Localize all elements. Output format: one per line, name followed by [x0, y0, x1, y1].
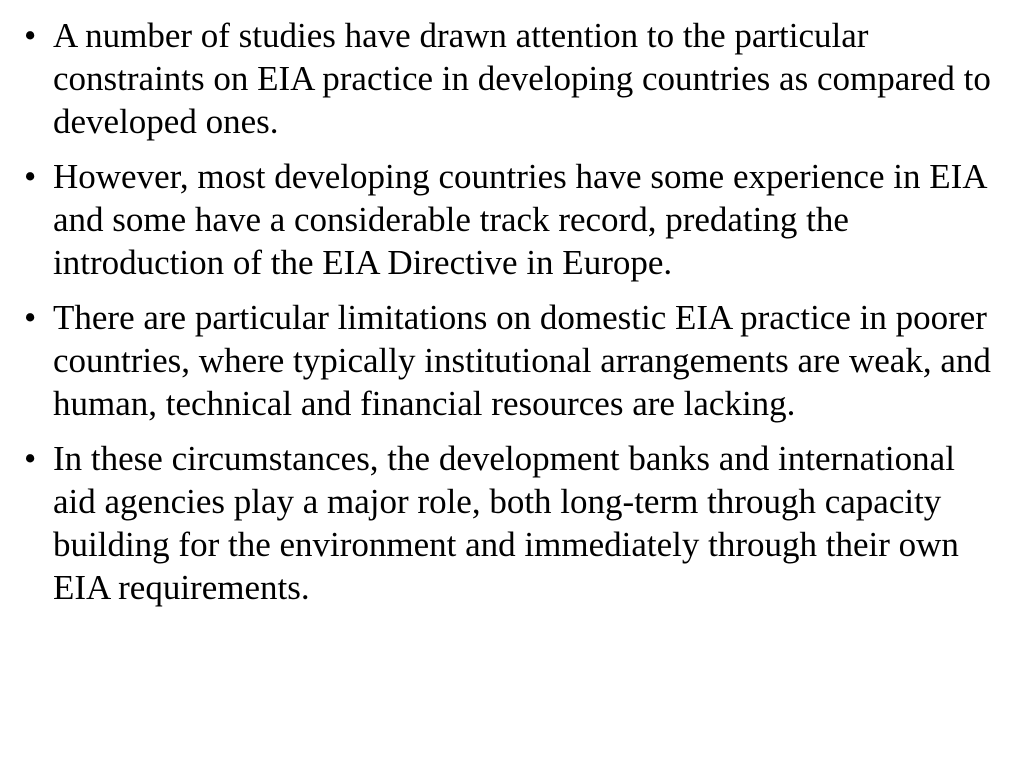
bullet-item-3: [24, 296, 1000, 425]
bullet-item-2: [24, 155, 1000, 284]
bullet-marker: •: [24, 157, 37, 196]
bullet-text: A number of studies have drawn attention to the particular constraints on EIA practice in developing countries as compared to developed ones.: [53, 16, 991, 141]
bullet-text: There are particular limitations on domestic EIA practice in poorer countries, where typically institutional arrangements are weak, and human, technical and financial resources are lacking.: [53, 298, 991, 423]
bullet-item-1: [24, 14, 1000, 143]
bullet-list: [24, 14, 1000, 609]
bullet-marker: •: [24, 16, 37, 55]
bullet-item-4: [24, 437, 1000, 609]
bullet-marker: •: [24, 439, 37, 478]
bullet-text: In these circumstances, the development banks and international aid agencies play a major role, both long-term through capacity building for the environment and immediately through their own EIA requirements.: [53, 439, 959, 607]
bullet-marker: •: [24, 298, 37, 337]
bullet-text: However, most developing countries have some experience in EIA and some have a considerable track record, predating the introduction of the EIA Directive in Europe.: [53, 157, 986, 282]
